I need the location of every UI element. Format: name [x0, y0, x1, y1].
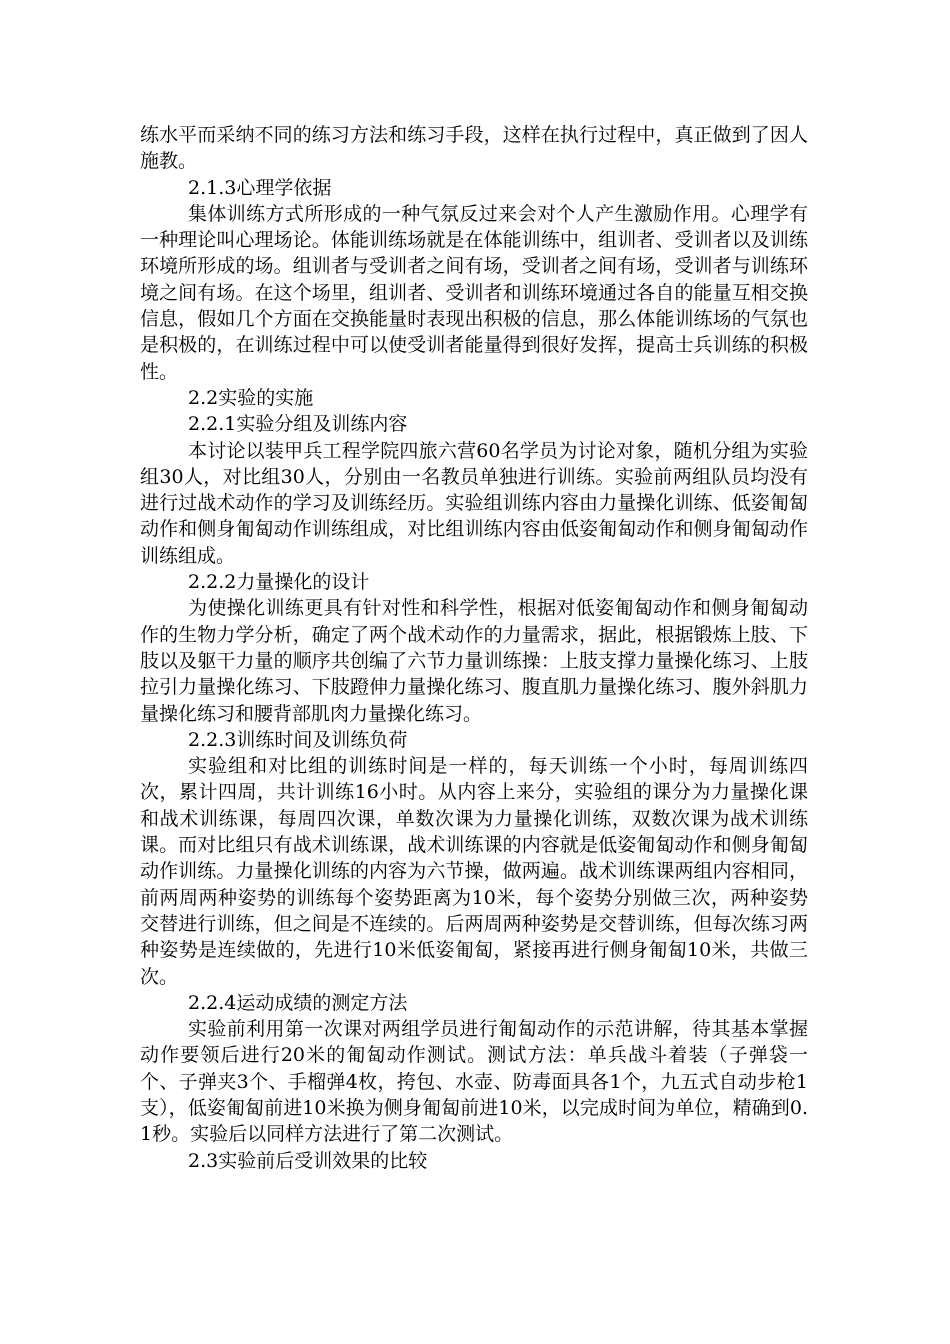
document-body: [140, 122, 808, 1174]
paragraph-strength-design: 为使操化训练更具有针对性和科学性，根据对低姿匍匐动作和侧身匍匐动作的生物力学分析，确定了两个战术动作的力量需求，据此，根据锻炼上肢、下肢以及躯干力量的顺序共创编了六节力量训练操：上肢支撑力量操化练习、上肢拉引力量操化练习、下肢蹬伸力量操化练习、腹直肌力量操化练习、腹外斜肌力量操化练习和腰背部肌肉力量操化练习。: [140, 597, 808, 725]
paragraph-grouping: 本讨论以装甲兵工程学院四旅六营60名学员为讨论对象，随机分组为实验组30人，对比组30人，分别由一名教员单独进行训练。实验前两组队员均没有进行过战术动作的学习及训练经历。实验组训练内容由力量操化训练、低姿匍匐动作和侧身匍匐动作训练组成，对比组训练内容由低姿匍匐动作和侧身匍匐动作训练组成。: [140, 439, 808, 567]
paragraph-training-time: 实验组和对比组的训练时间是一样的，每天训练一个小时，每周训练四次，累计四周，共计训练16小时。从内容上来分，实验组的课分为力量操化课和战术训练课，每周四次课，单数次课为力量操化训练，双数次课为战术训练课。而对比组只有战术训练课，战术训练课的内容就是低姿匍匐动作和侧身匍匐动作训练。力量操化训练的内容为六节操，做两遍。战术训练课两组内容相同，前两周两种姿势的训练每个姿势距离为10米，每个姿势分别做三次，两种姿势交替进行训练，但之间是不连续的。后两周两种姿势是交替训练，但每次练习两种姿势是连续做的，先进行10米低姿匍匐，紧接再进行侧身匍匐10米，共做三次。: [140, 755, 808, 988]
section-heading-2-2-3: 2.2.3训练时间及训练负荷: [188, 728, 408, 751]
section-heading-2-2: 2.2实验的实施: [188, 386, 314, 409]
section-heading-2-2-4: 2.2.4运动成绩的测定方法: [188, 991, 408, 1014]
paragraph-psychology: 集体训练方式所形成的一种气氛反过来会对个人产生激励作用。心理学有一种理论叫心理场论。体能训练场就是在体能训练中，组训者、受训者以及训练环境所形成的场。组训者与受训者之间有场，受训者之间有场，受训者与训练环境之间有场。在这个场里，组训者、受训者和训练环境通过各自的能量互相交换信息，假如几个方面在交换能量时表现出积极的信息，那么体能训练场的气氛也是积极的，在训练过程中可以使受训者能量得到很好发挥，提高士兵训练的积极性。: [140, 202, 808, 383]
section-heading-2-3: 2.3实验前后受训效果的比较: [188, 1149, 428, 1172]
section-heading-2-2-2: 2.2.2力量操化的设计: [188, 571, 370, 594]
paragraph-continuation: 练水平而采纳不同的练习方法和练习手段，这样在执行过程中，真正做到了因人施教。: [140, 124, 808, 173]
paragraph-test-method: 实验前利用第一次课对两组学员进行匍匐动作的示范讲解，待其基本掌握动作要领后进行20米的匍匐动作测试。测试方法：单兵战斗着装（子弹袋一个、子弹夹3个、手榴弹4枚，挎包、水壶、防毒面具各1个，九五式自动步枪1支），低姿匍匐前进10米换为侧身匍匐前进10米，以完成时间为单位，精确到0.1秒。实验后以同样方法进行了第二次测试。: [140, 1018, 808, 1146]
section-heading-2-1-3: 2.1.3心理学依据: [188, 176, 332, 199]
section-heading-2-2-1: 2.2.1实验分组及训练内容: [188, 413, 408, 436]
